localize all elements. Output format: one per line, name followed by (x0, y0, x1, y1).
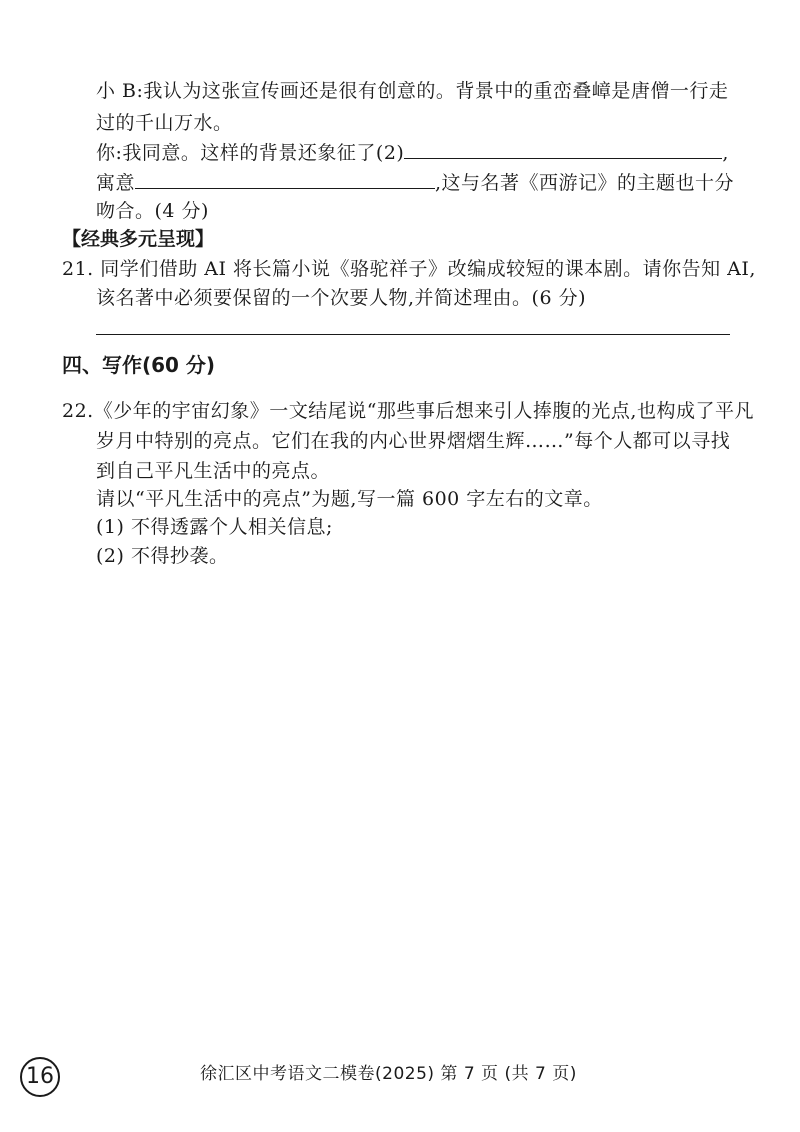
section-heading-writing: 四、写作(60 分) (62, 353, 216, 377)
q20-line-3-prefix: 你:我同意。这样的背景还象征了(2) (96, 142, 405, 164)
q21-line-1: 21. 同学们借助 AI 将长篇小说《骆驼祥子》改编成较短的课本剧。请你告知 AI, (62, 258, 756, 280)
answer-line-q21[interactable] (96, 334, 730, 335)
q20-line-3 (96, 140, 729, 166)
q20-line-3-suffix: , (722, 142, 729, 164)
q22-requirement-2: (2) 不得抄袭。 (96, 545, 229, 567)
section-tag-classic: 【经典多元呈现】 (62, 228, 215, 250)
q20-line-4-prefix: 寓意 (96, 172, 136, 194)
q21-line-2: 该名著中必须要保留的一个次要人物,并简述理由。(6 分) (96, 287, 586, 309)
q20-line-2: 过的千山万水。 (96, 112, 233, 134)
q22-line-2: 岁月中特别的亮点。它们在我的内心世界熠熠生辉……”每个人都可以寻找 (96, 430, 731, 452)
answer-blank-2[interactable] (135, 170, 435, 189)
answer-blank-1[interactable] (404, 140, 722, 159)
q20-line-4 (96, 170, 734, 196)
q22-requirement-1: (1) 不得透露个人相关信息; (96, 516, 333, 538)
page-badge: 16 (20, 1057, 60, 1097)
q20-line-4-suffix: ,这与名著《西游记》的主题也十分 (435, 172, 735, 194)
q22-line-3: 到自己平凡生活中的亮点。 (96, 460, 331, 482)
q22-line-4: 请以“平凡生活中的亮点”为题,写一篇 600 字左右的文章。 (96, 488, 603, 510)
q22-line-1: 22.《少年的宇宙幻象》一文结尾说“那些事后想来引人捧腹的光点,也构成了平凡 (62, 400, 754, 422)
q20-line-1: 小 B:我认为这张宣传画还是很有创意的。背景中的重峦叠嶂是唐僧一行走 (96, 80, 729, 102)
page-footer: 徐汇区中考语文二模卷(2025) 第 7 页 (共 7 页) (200, 1064, 577, 1084)
q20-line-5: 吻合。(4 分) (96, 200, 209, 222)
